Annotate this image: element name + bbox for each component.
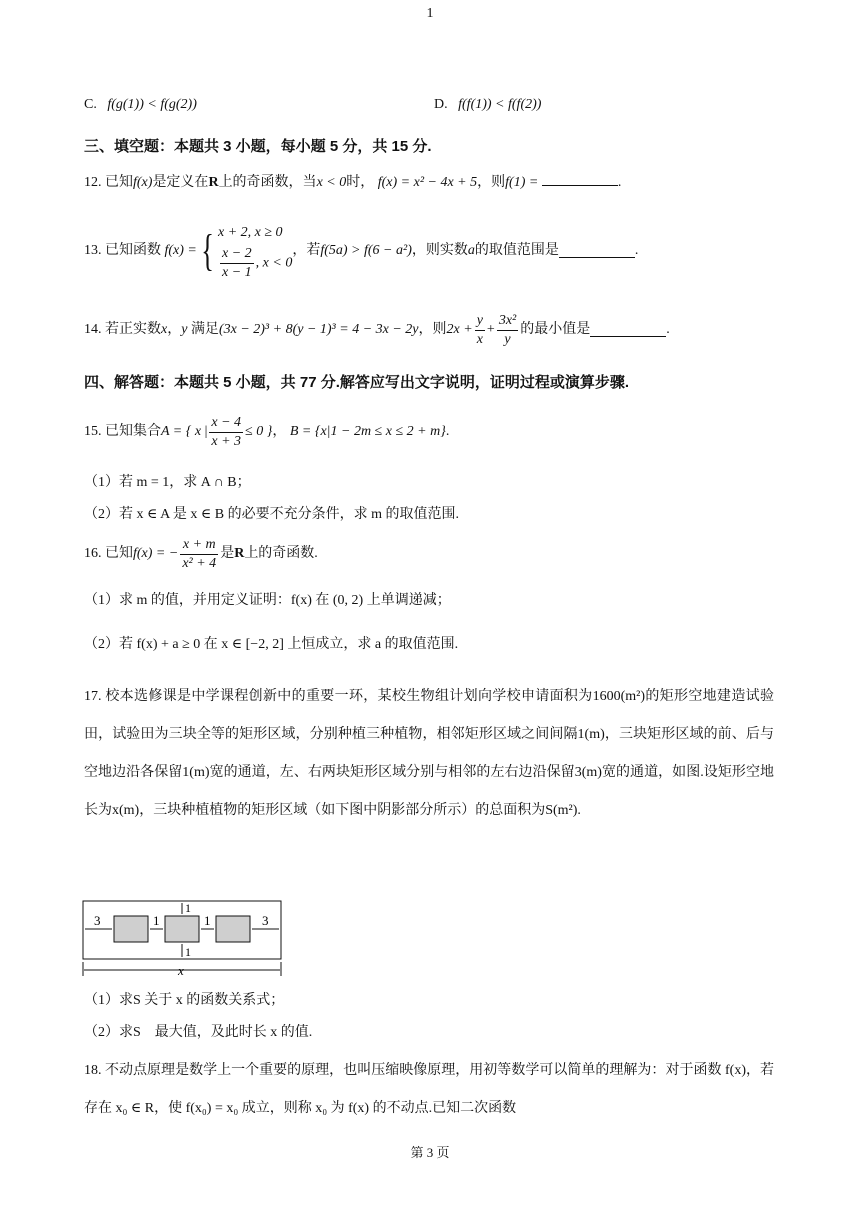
choice-d: D. f(f(1)) < f(f(2)) bbox=[434, 97, 542, 112]
dim-right-label: 3 bbox=[262, 913, 269, 928]
question-17-part-2: （2）求S 最大值，及此时长 x 的值. bbox=[84, 1025, 313, 1040]
question-13: 13. 已知函数 f(x) = { x + 2, x ≥ 0 $\frac{x - 2}{x - 1}$ , x < 0 ，若 f(5a) > f(6 − a²) ，则实数 a 的取值范围是 . bbox=[84, 216, 638, 286]
question-18-text: 18. 不动点原理是数学上一个重要的原理，也叫压缩映像原理，用初等数学可以简单的理解为：对于函数 f(x)，若存在 x₀ ∈ R，使 f(x₀) = x₀ 成立，则称 x₀ 为 f(x) 的不动点.已知二次函数 bbox=[84, 1063, 774, 1116]
page-footer: 第 3 页 bbox=[410, 1145, 450, 1160]
question-14: 14. 若正实数 x ， y 满足 (3x − 2)³ + 8(y − 1)³ = 4 − 3x − 2y ，则 2x + $\frac{y}{x}$ + $\frac{\text{3x²}}{y}$ 的最小值是 . bbox=[84, 312, 670, 347]
question-12: 12. 已知f(x)是定义在R上的奇函数，当x < 0时， f(x) = x² − 4x + 5，则f(1) = . bbox=[84, 175, 622, 190]
dim-gap2-label: 1 bbox=[204, 913, 211, 928]
question-16: 16. 已知 f(x) = − $\frac{x + m}{\text{x² + 4}}$ 是 R 上的奇函数. bbox=[84, 536, 318, 571]
question-15-part-2: （2）若 x ∈ A 是 x ∈ B 的必要不充分条件，求 m 的取值范围. bbox=[84, 507, 460, 522]
question-15-part-1: （1）若 m = 1，求 A ∩ B； bbox=[84, 475, 251, 490]
plot-3 bbox=[216, 916, 250, 942]
piecewise-cases: x + 2, x ≥ 0 $\frac{x - 2}{x - 1}$ , x < 0 bbox=[218, 224, 293, 280]
answer-blank bbox=[559, 245, 635, 258]
section-4-heading: 四、解答题：本题共 5 小题，共 77 分.解答应写出文字说明，证明过程或演算步骤. bbox=[84, 374, 630, 391]
dim-left-label: 3 bbox=[94, 913, 101, 928]
dim-gap1-label: 1 bbox=[153, 913, 160, 928]
dim-length-label: x bbox=[178, 963, 184, 978]
question-17-text: 17. 校本选修课是中学课程创新中的重要一环，某校生物组计划向学校申请面积为1600(m²)的矩形空地建造试验田，试验田为三块全等的矩形区域，分别种植三种植物，相邻矩形区域之间间隔1(m)，三块矩形区域的前、后与空地边沿各保留1(m)宽的通道，左、右两块矩形区域分别与相邻的左右边沿保留3(m)宽的通道，如图.设矩形空地长为x(m)，三块种植植物的矩形区域（如下图中阴影部分所示）的总面积为S(m²). bbox=[84, 689, 774, 818]
choice-c: C. f(g(1)) < f(g(2)) bbox=[84, 97, 197, 112]
brace-symbol: { bbox=[201, 226, 214, 275]
plot-2 bbox=[165, 916, 199, 942]
choice-c-expr: f(g(1)) < f(g(2)) bbox=[107, 97, 197, 112]
answer-blank bbox=[542, 173, 618, 186]
question-16-part-2: （2）若 f(x) + a ≥ 0 在 x ∈ [−2, 2] 上恒成立，求 a 的取值范围. bbox=[84, 637, 459, 652]
dim-top-label: 1 bbox=[185, 901, 191, 915]
choice-d-expr: f(f(1)) < f(f(2)) bbox=[458, 97, 542, 112]
answer-blank bbox=[590, 324, 666, 337]
dim-bottom-label: 1 bbox=[185, 945, 191, 959]
question-15: 15. 已知集合 A = { x | $\frac{x - 4}{x + 3}$ ≤ 0 } ， B = {x|1 − 2m ≤ x ≤ 2 + m} . bbox=[84, 414, 450, 449]
question-17-part-1: （1）求S 关于 x 的函数关系式； bbox=[84, 993, 285, 1008]
question-16-part-1: （1）求 m 的值，并用定义证明：f(x) 在 (0, 2) 上单调递减； bbox=[84, 593, 451, 608]
field-diagram bbox=[82, 900, 282, 978]
section-3-heading: 三、填空题：本题共 3 小题，每小题 5 分，共 15 分. bbox=[84, 138, 432, 155]
page-top-number: 1 bbox=[426, 6, 434, 21]
plot-1 bbox=[114, 916, 148, 942]
